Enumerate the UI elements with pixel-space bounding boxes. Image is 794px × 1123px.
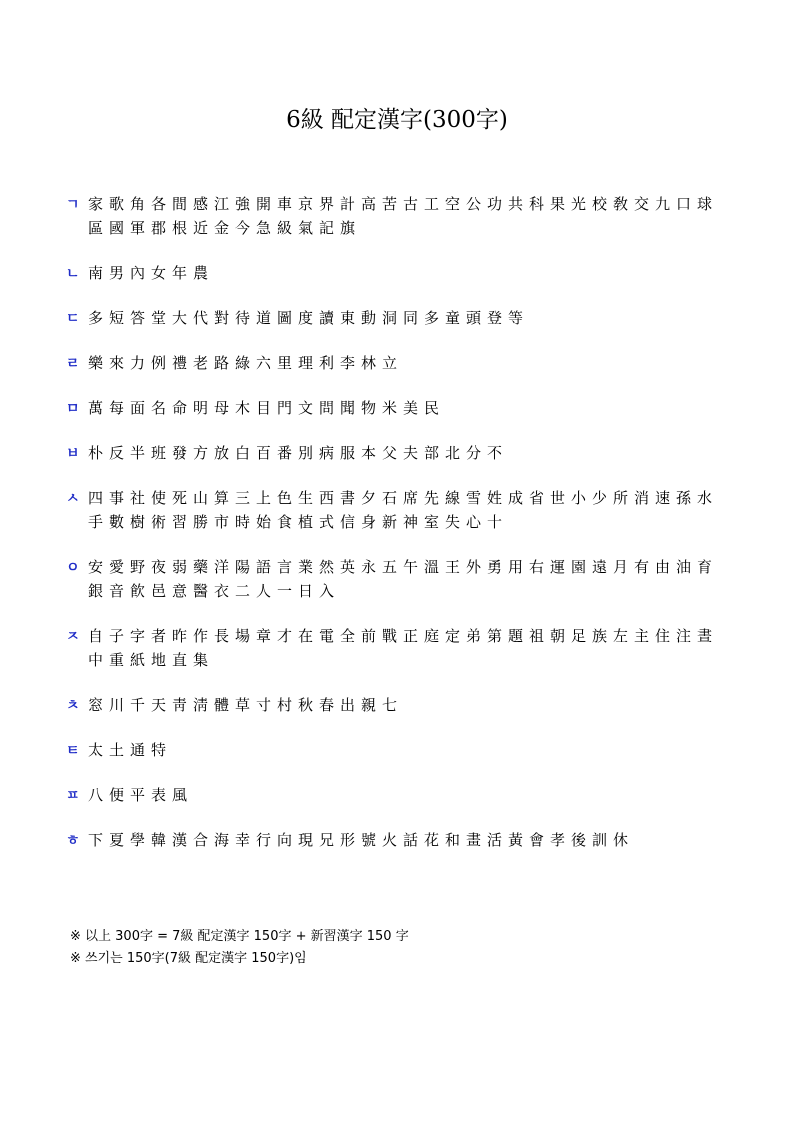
group-mark: ㅇ xyxy=(66,560,80,576)
group-characters: 樂來力例禮老路綠六里理利李林立 xyxy=(88,354,404,372)
group-mark: ㅅ xyxy=(66,491,80,507)
group-characters: 太土通特 xyxy=(88,741,173,759)
group-mark: ㅊ xyxy=(66,698,80,714)
group-characters: 下夏學韓漢合海幸行向現兄形號火話花和畫活黃會孝後訓休 xyxy=(88,831,635,849)
footnote-writing: ※ 쓰기는 150字(7級 配定漢字 150字)임 xyxy=(70,951,307,966)
group-mieum xyxy=(66,396,736,420)
footnotes xyxy=(70,926,409,970)
group-nieun xyxy=(66,261,736,285)
group-tieut xyxy=(66,738,736,762)
group-mark: ㅁ xyxy=(66,401,80,417)
group-characters: 南男內女年農 xyxy=(88,264,215,282)
group-chieut xyxy=(66,693,736,717)
character-groups xyxy=(66,192,736,873)
group-digeut xyxy=(66,306,736,330)
group-characters: 四事社使死山算三上色生西書夕石席先線雪姓成省世小少所消速孫水手數樹術習勝市時始食植式信身新神室失心十 xyxy=(88,489,719,531)
group-mark: ㄱ xyxy=(66,197,80,213)
group-characters: 八便平表風 xyxy=(88,786,194,804)
group-mark: ㅍ xyxy=(66,788,80,804)
group-characters: 朴反半班發方放白百番別病服本父夫部北分不 xyxy=(88,444,509,462)
group-mark: ㅌ xyxy=(66,743,80,759)
group-characters: 多短答堂大代對待道圖度讀東動洞同多童頭登等 xyxy=(88,309,530,327)
group-jieut xyxy=(66,624,736,672)
group-mark: ㄷ xyxy=(66,311,80,327)
group-characters: 萬每面名命明母木目門文問聞物米美民 xyxy=(88,399,446,417)
footnote-total: ※ 以上 300字 = 7級 配定漢字 150字 + 新習漢字 150 字 xyxy=(70,929,409,944)
group-bieup xyxy=(66,441,736,465)
group-characters: 自子字者昨作長場章才在電全前戰正庭定弟第題祖朝足族左主住注晝中重紙地直集 xyxy=(88,627,719,669)
group-characters: 安愛野夜弱藥洋陽語言業然英永五午溫王外勇用右運園遠月有由油育銀音飮邑意醫衣二人一日入 xyxy=(88,558,719,600)
group-mark: ㄹ xyxy=(66,356,80,372)
page-title: 6級 配定漢字(300字) xyxy=(286,107,508,133)
group-rieul xyxy=(66,351,736,375)
group-characters: 窓川千天靑淸體草寸村秋春出親七 xyxy=(88,696,404,714)
group-mark: ㄴ xyxy=(66,266,80,282)
group-pieup xyxy=(66,783,736,807)
group-hieut xyxy=(66,828,736,852)
group-mark: ㅎ xyxy=(66,833,80,849)
group-giyeok xyxy=(66,192,736,240)
group-siot xyxy=(66,486,736,534)
group-ieung xyxy=(66,555,736,603)
group-mark: ㅂ xyxy=(66,446,80,462)
group-mark: ㅈ xyxy=(66,629,80,645)
group-characters: 家歌角各間感江強開車京界計高苦古工空公功共科果光校敎交九口球區國軍郡根近金今急級氣記旗 xyxy=(88,195,719,237)
